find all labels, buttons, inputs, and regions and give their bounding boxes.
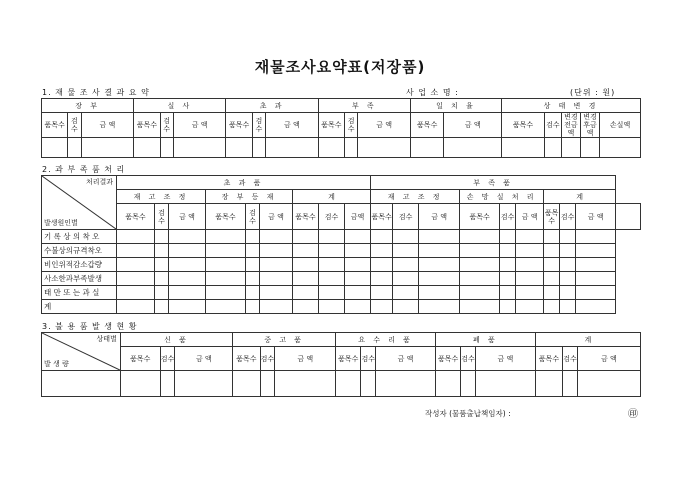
input-cell[interactable] — [393, 272, 419, 286]
row-label: 기 록 상 의 착 오 — [42, 230, 117, 244]
input-cell[interactable] — [260, 230, 293, 244]
col-check: 검수 — [545, 113, 562, 138]
input-cell[interactable] — [371, 286, 393, 300]
col-after-amount: 변경후금액 — [580, 113, 599, 138]
input-cell[interactable] — [371, 258, 393, 272]
input-cell[interactable] — [460, 230, 500, 244]
input-cell[interactable] — [576, 244, 616, 258]
input-cell[interactable] — [206, 286, 246, 300]
input-cell[interactable] — [246, 230, 260, 244]
input-cell[interactable] — [293, 272, 319, 286]
col-check: 검수 — [260, 347, 275, 371]
col-item-count: 품목수 — [117, 204, 155, 230]
surplus-table — [41, 332, 641, 397]
input-cell[interactable] — [410, 138, 444, 158]
col-before-amount: 변경전금액 — [561, 113, 580, 138]
discrepancy-table — [41, 175, 641, 314]
input-cell[interactable] — [419, 230, 460, 244]
summary-table — [41, 98, 641, 158]
input-cell[interactable] — [500, 300, 516, 314]
group-total: 계 — [535, 333, 640, 347]
col-amount: 금 액 — [175, 347, 233, 371]
input-cell[interactable] — [42, 371, 121, 397]
col-amount: 금 액 — [419, 204, 460, 230]
input-cell[interactable] — [206, 230, 246, 244]
col-item-count: 품목수 — [293, 204, 319, 230]
input-cell[interactable] — [358, 138, 411, 158]
input-cell[interactable] — [500, 272, 516, 286]
group-status-change: 상 태 변 경 — [501, 99, 640, 113]
business-name-label: 사 업 소 명 : — [406, 88, 459, 97]
table-row — [42, 230, 641, 244]
input-cell[interactable] — [345, 230, 371, 244]
diag-bottom-label: 발생원인별 — [44, 219, 78, 227]
input-cell[interactable] — [444, 138, 501, 158]
group-scrap: 폐 품 — [435, 333, 535, 347]
col-check: 검수 — [361, 347, 376, 371]
input-cell[interactable] — [371, 272, 393, 286]
input-cell[interactable] — [155, 230, 169, 244]
input-cell[interactable] — [117, 300, 155, 314]
input-cell[interactable] — [134, 138, 160, 158]
input-cell[interactable] — [169, 300, 206, 314]
input-cell[interactable] — [516, 272, 544, 286]
input-cell[interactable] — [345, 300, 371, 314]
sub-reinventory: 재 고 조 정 — [371, 190, 460, 204]
input-cell[interactable] — [160, 138, 173, 158]
input-cell[interactable] — [319, 272, 345, 286]
input-cell[interactable] — [260, 244, 293, 258]
col-item-count: 품목수 — [226, 113, 252, 138]
input-cell[interactable] — [336, 371, 361, 397]
input-cell[interactable] — [361, 371, 376, 397]
input-cell[interactable] — [544, 230, 560, 244]
input-cell[interactable] — [516, 230, 544, 244]
input-cell[interactable] — [560, 258, 576, 272]
input-cell[interactable] — [393, 230, 419, 244]
group-repair: 요 수 리 품 — [336, 333, 436, 347]
col-check: 검수 — [160, 113, 173, 138]
input-cell[interactable] — [516, 286, 544, 300]
col-amount: 금 액 — [475, 347, 535, 371]
group-new: 신 품 — [120, 333, 232, 347]
diag-top-label: 상태별 — [96, 335, 117, 343]
input-cell[interactable] — [117, 244, 155, 258]
input-cell[interactable] — [246, 272, 260, 286]
input-cell[interactable] — [516, 258, 544, 272]
col-item-count: 품목수 — [501, 113, 544, 138]
input-cell[interactable] — [560, 244, 576, 258]
col-amount: 금 액 — [81, 113, 134, 138]
input-cell[interactable] — [345, 258, 371, 272]
col-check: 검수 — [246, 204, 260, 230]
col-item-count: 품목수 — [233, 347, 260, 371]
diag-bottom-label: 발 생 량 — [44, 360, 69, 368]
input-cell[interactable] — [371, 230, 393, 244]
col-item-count: 품목수 — [120, 347, 160, 371]
input-cell[interactable] — [293, 300, 319, 314]
input-cell[interactable] — [265, 138, 318, 158]
col-amount: 금 액 — [444, 113, 501, 138]
input-cell[interactable] — [500, 258, 516, 272]
input-cell[interactable] — [560, 230, 576, 244]
input-cell[interactable] — [460, 258, 500, 272]
input-cell[interactable] — [117, 258, 155, 272]
col-item-count: 품목수 — [460, 204, 500, 230]
input-cell[interactable] — [560, 286, 576, 300]
input-cell[interactable] — [260, 258, 293, 272]
seal-icon: ㊞ — [628, 409, 638, 420]
excess-group: 초 과 품 — [117, 176, 371, 190]
input-cell[interactable] — [319, 300, 345, 314]
section3-label: 3. 불 용 품 발 생 현 황 — [42, 322, 138, 331]
input-cell[interactable] — [544, 244, 560, 258]
table-row — [42, 286, 641, 300]
input-cell[interactable] — [376, 371, 436, 397]
input-cell[interactable] — [319, 230, 345, 244]
page-title: 재물조사요약표(저장품) — [254, 58, 426, 76]
col-check: 검수 — [560, 204, 576, 230]
input-cell[interactable] — [576, 272, 616, 286]
input-cell[interactable] — [169, 286, 206, 300]
col-amount: 금 액 — [275, 347, 336, 371]
row-label: 비인위적감소갑량 — [42, 258, 117, 272]
input-cell[interactable] — [600, 138, 641, 158]
input-cell[interactable] — [160, 371, 175, 397]
input-cell[interactable] — [293, 286, 319, 300]
col-amount: 금 액 — [173, 113, 226, 138]
input-cell[interactable] — [345, 244, 371, 258]
sub-total: 계 — [544, 190, 616, 204]
group-ledger: 장 부 — [42, 99, 134, 113]
input-cell[interactable] — [246, 286, 260, 300]
sub-reinventory: 재 고 조 정 — [117, 190, 206, 204]
input-cell[interactable] — [544, 272, 560, 286]
input-cell[interactable] — [173, 138, 226, 158]
col-amount: 금 액 — [577, 347, 640, 371]
input-cell[interactable] — [563, 371, 578, 397]
col-loss-amount: 손실액 — [600, 113, 641, 138]
input-cell[interactable] — [175, 371, 233, 397]
input-cell[interactable] — [475, 371, 535, 397]
input-cell[interactable] — [206, 244, 246, 258]
shortage-group: 부 족 품 — [371, 176, 616, 190]
col-amount: 금 액 — [358, 113, 411, 138]
col-check: 검수 — [155, 204, 169, 230]
input-cell[interactable] — [206, 272, 246, 286]
col-check: 검수 — [393, 204, 419, 230]
table-row — [42, 244, 641, 258]
input-cell[interactable] — [169, 272, 206, 286]
col-item-count: 품목수 — [544, 204, 560, 230]
col-item-count: 품목수 — [410, 113, 444, 138]
input-cell[interactable] — [576, 230, 616, 244]
input-cell[interactable] — [155, 258, 169, 272]
col-item-count: 품목수 — [42, 113, 68, 138]
input-cell[interactable] — [226, 138, 252, 158]
col-amount: 금 액 — [265, 113, 318, 138]
col-check: 검수 — [563, 347, 578, 371]
input-cell[interactable] — [81, 138, 134, 158]
input-cell[interactable] — [169, 258, 206, 272]
col-check: 검수 — [160, 347, 175, 371]
col-check: 검수 — [319, 204, 345, 230]
col-check: 검수 — [345, 113, 358, 138]
table-row — [42, 300, 641, 314]
input-cell[interactable] — [345, 138, 358, 158]
input-cell[interactable] — [393, 300, 419, 314]
input-cell[interactable] — [155, 272, 169, 286]
input-cell[interactable] — [155, 286, 169, 300]
col-amount: 금 액 — [376, 347, 436, 371]
input-cell[interactable] — [169, 230, 206, 244]
input-cell[interactable] — [560, 300, 576, 314]
col-item-count: 품목수 — [435, 347, 460, 371]
input-cell[interactable] — [460, 300, 500, 314]
input-cell[interactable] — [516, 244, 544, 258]
section2-label: 2. 과 부 족 품 처 리 — [42, 165, 126, 174]
input-cell[interactable] — [576, 286, 616, 300]
input-cell[interactable] — [419, 244, 460, 258]
input-cell[interactable] — [206, 258, 246, 272]
col-amount: 금 액 — [169, 204, 206, 230]
row-label: 계 — [42, 300, 117, 314]
diagonal-header — [42, 176, 117, 230]
input-cell[interactable] — [246, 300, 260, 314]
input-cell[interactable] — [345, 272, 371, 286]
input-cell[interactable] — [460, 244, 500, 258]
col-item-count: 품목수 — [206, 204, 246, 230]
col-item-count: 품목수 — [134, 113, 160, 138]
input-cell[interactable] — [120, 371, 160, 397]
col-check: 검수 — [252, 113, 265, 138]
input-cell[interactable] — [500, 286, 516, 300]
group-actual: 실 사 — [134, 99, 226, 113]
input-cell[interactable] — [393, 286, 419, 300]
sub-book-entry: 장 부 등 재 — [206, 190, 293, 204]
author-label: 작성자 (물품출납책임자) : — [425, 409, 511, 418]
col-amount: 금액 — [345, 204, 371, 230]
input-cell[interactable] — [500, 230, 516, 244]
input-cell[interactable] — [319, 286, 345, 300]
input-cell[interactable] — [419, 258, 460, 272]
col-item-count: 품목수 — [371, 204, 393, 230]
input-cell[interactable] — [155, 300, 169, 314]
group-used: 중 고 품 — [233, 333, 336, 347]
input-cell[interactable] — [345, 286, 371, 300]
input-cell[interactable] — [460, 272, 500, 286]
input-cell[interactable] — [561, 138, 580, 158]
input-cell[interactable] — [544, 258, 560, 272]
input-cell[interactable] — [535, 371, 562, 397]
input-cell[interactable] — [516, 300, 544, 314]
input-cell[interactable] — [461, 371, 476, 397]
row-label: 사소한과부족발생 — [42, 272, 117, 286]
input-cell[interactable] — [319, 244, 345, 258]
input-cell[interactable] — [500, 244, 516, 258]
diag-top-label: 처리결과 — [85, 178, 113, 186]
input-cell[interactable] — [544, 300, 560, 314]
row-label: 태 만 또 는 과 실 — [42, 286, 117, 300]
col-item-count: 품목수 — [535, 347, 562, 371]
input-cell[interactable] — [435, 371, 460, 397]
col-amount: 금 액 — [576, 204, 616, 230]
col-item-count: 품목수 — [318, 113, 344, 138]
input-cell[interactable] — [501, 138, 544, 158]
input-cell[interactable] — [68, 138, 81, 158]
row-label: 수불상의규격착오 — [42, 244, 117, 258]
input-cell[interactable] — [293, 258, 319, 272]
input-cell[interactable] — [419, 286, 460, 300]
sub-loss-processing: 손 망 실 처 리 — [460, 190, 544, 204]
input-cell[interactable] — [260, 272, 293, 286]
input-cell[interactable] — [576, 300, 616, 314]
input-cell[interactable] — [560, 272, 576, 286]
col-check: 검수 — [500, 204, 516, 230]
input-cell[interactable] — [419, 300, 460, 314]
col-spacer — [616, 204, 641, 230]
input-cell[interactable] — [117, 272, 155, 286]
col-item-count: 품목수 — [336, 347, 361, 371]
input-cell[interactable] — [577, 371, 640, 397]
input-cell[interactable] — [169, 244, 206, 258]
input-cell[interactable] — [371, 300, 393, 314]
input-cell[interactable] — [42, 138, 68, 158]
group-excess: 초 과 — [226, 99, 318, 113]
input-cell[interactable] — [371, 244, 393, 258]
sub-total: 계 — [293, 190, 371, 204]
input-cell[interactable] — [580, 138, 599, 158]
unit-label: (단위 : 원) — [570, 88, 616, 97]
input-cell[interactable] — [275, 371, 336, 397]
table-row — [42, 258, 641, 272]
input-cell[interactable] — [246, 244, 260, 258]
input-cell[interactable] — [460, 286, 500, 300]
diagonal-header — [42, 333, 121, 371]
input-cell[interactable] — [293, 230, 319, 244]
group-shortage: 부 족 — [318, 99, 410, 113]
col-check: 검수 — [68, 113, 81, 138]
input-cell[interactable] — [293, 244, 319, 258]
col-amount: 금 액 — [516, 204, 544, 230]
input-cell[interactable] — [233, 371, 260, 397]
input-cell[interactable] — [576, 258, 616, 272]
input-cell[interactable] — [545, 138, 562, 158]
input-cell[interactable] — [206, 300, 246, 314]
input-cell[interactable] — [419, 272, 460, 286]
input-cell[interactable] — [260, 286, 293, 300]
input-cell[interactable] — [252, 138, 265, 158]
col-amount: 금 액 — [260, 204, 293, 230]
input-cell[interactable] — [117, 230, 155, 244]
group-match-rate: 일 치 율 — [410, 99, 501, 113]
input-cell[interactable] — [117, 286, 155, 300]
input-cell[interactable] — [544, 286, 560, 300]
section1-label: 1. 재 물 조 사 결 과 요 약 — [42, 88, 150, 97]
input-cell[interactable] — [260, 371, 275, 397]
input-cell[interactable] — [393, 258, 419, 272]
input-cell[interactable] — [155, 244, 169, 258]
input-cell[interactable] — [260, 300, 293, 314]
input-cell[interactable] — [319, 258, 345, 272]
input-cell[interactable] — [246, 258, 260, 272]
input-cell[interactable] — [318, 138, 344, 158]
input-cell[interactable] — [393, 244, 419, 258]
table-row — [42, 272, 641, 286]
col-check: 검수 — [461, 347, 476, 371]
